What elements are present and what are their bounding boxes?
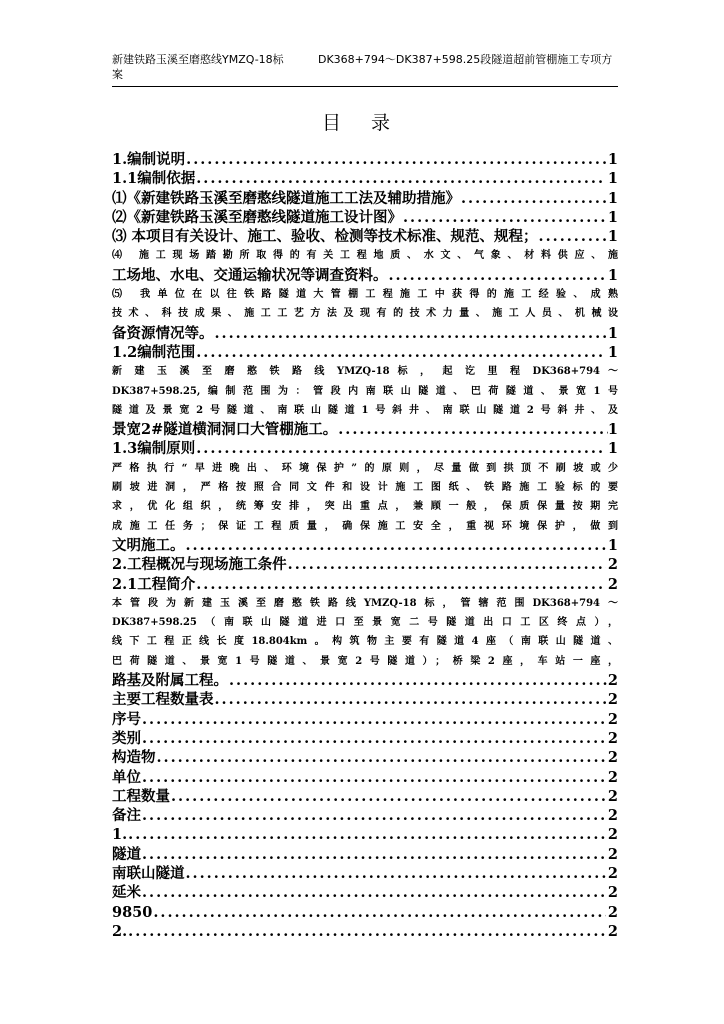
- toc-entry[interactable]: [112, 903, 618, 922]
- toc-page-number: 1: [607, 266, 618, 284]
- table-of-contents: [112, 150, 618, 941]
- toc-entry-text: 严格执行“早进晚出、环境保护”的原则，尽量做到拱顶不刷坡或少: [112, 462, 618, 474]
- toc-entry-text: 线下工程正线长度18.804km。构筑物主要有隧道4座（南联山隧道、: [112, 636, 618, 648]
- toc-entry-text: 延米: [112, 884, 141, 902]
- toc-entry-line: [112, 671, 618, 690]
- toc-entry-line: [112, 382, 618, 401]
- toc-entry-text: DK387+598.25（南联山隧道进口至景宽二号隧道出口工区终点），: [112, 617, 618, 629]
- toc-page-number: 2: [607, 729, 618, 747]
- toc-entry-text: 构造物: [112, 749, 156, 767]
- toc-page-number: 2: [607, 556, 618, 574]
- toc-entry-text: 2.1工程简介: [112, 575, 196, 593]
- toc-entry-text: 南联山隧道: [112, 864, 185, 882]
- toc-entry-text: DK387+598.25,编制范围为：管段内南联山隧道、巴荷隧道、景宽1号: [112, 385, 618, 397]
- toc-entry-line: [112, 304, 618, 323]
- toc-entry-multiline[interactable]: [112, 246, 618, 285]
- toc-entry-text: ⑸ 我单位在以往铁路隧道大管棚工程施工中获得的施工经验、成熟: [112, 289, 618, 301]
- toc-entry[interactable]: [112, 768, 618, 787]
- toc-entry-line: [112, 285, 618, 304]
- toc-entry[interactable]: [112, 883, 618, 902]
- toc-entry-line: [112, 478, 618, 497]
- toc-entry-text: 序号: [112, 710, 141, 728]
- toc-entry-text: 类别: [112, 729, 141, 747]
- toc-entry[interactable]: [112, 864, 618, 883]
- toc-leader-dots: [141, 768, 606, 787]
- toc-entry[interactable]: [112, 922, 618, 941]
- toc-entry-text: 工程数量: [112, 787, 170, 805]
- toc-entry-text: 9850: [112, 903, 153, 921]
- toc-entry-text: 新 建 玉 溪 至 磨 憨 铁 路 线 YMZQ-18 标 ， 起 讫 里 程 DK368+794 ～: [112, 366, 618, 378]
- toc-entry-text: 景宽2#隧道横洞洞口大管棚施工。: [112, 421, 338, 439]
- toc-page-number: 2: [607, 787, 618, 805]
- toc-entry[interactable]: [112, 825, 618, 844]
- toc-leader-dots: [195, 343, 606, 362]
- toc-entry[interactable]: [112, 575, 618, 594]
- toc-page-number: 2: [607, 864, 618, 882]
- toc-page-number: 1: [607, 343, 618, 361]
- toc-entry[interactable]: [112, 690, 618, 709]
- toc-title: 目 录: [321, 112, 403, 134]
- toc-page-number: 1: [607, 536, 618, 554]
- toc-entry-text: 单位: [112, 768, 141, 786]
- toc-leader-dots: [388, 266, 608, 285]
- toc-entry-text: ⑶ 本项目有关设计、施工、验收、检测等技术标准、规范、规程；: [112, 228, 538, 246]
- toc-page-number: 2: [607, 768, 618, 786]
- toc-entry-text: 1.编制说明: [112, 151, 186, 168]
- toc-entry-line: [112, 420, 618, 439]
- toc-entry-text: 技术、科技成果、施工工艺方法及现有的技术力量、施工人员、机械设: [112, 308, 618, 320]
- toc-leader-dots: [156, 748, 606, 767]
- toc-entry-text: 2.: [112, 922, 128, 940]
- toc-entry-line: [112, 401, 618, 420]
- toc-entry-line: [112, 613, 618, 632]
- toc-entry[interactable]: [112, 208, 618, 227]
- toc-entry-text: 路基及附属工程。: [112, 672, 228, 690]
- toc-leader-dots: [195, 575, 606, 594]
- toc-leader-dots: [185, 864, 606, 883]
- toc-leader-dots: [127, 922, 606, 941]
- toc-entry-text: 1.: [112, 826, 128, 844]
- toc-entry-multiline[interactable]: [112, 594, 618, 690]
- toc-entry-text: ⑴《新建铁路玉溪至磨憨线隧道施工工法及辅助措施》: [112, 189, 460, 207]
- toc-leader-dots: [287, 555, 606, 574]
- toc-leader-dots: [141, 845, 606, 864]
- toc-leader-dots: [141, 729, 606, 748]
- toc-entry-text: 备资源情况等。: [112, 324, 214, 342]
- toc-entry-text: 工场地、水电、交通运输状况等调查资料。: [112, 266, 388, 284]
- toc-entry[interactable]: [112, 787, 618, 806]
- toc-entry-multiline[interactable]: [112, 285, 618, 343]
- toc-page-number: 2: [607, 903, 618, 921]
- toc-entry-text: 1.1编制依据: [112, 170, 196, 188]
- toc-page-number: 2: [607, 749, 618, 767]
- toc-entry[interactable]: [112, 189, 618, 208]
- toc-entry[interactable]: [112, 845, 618, 864]
- toc-leader-dots: [228, 671, 608, 690]
- toc-entry-line: [112, 246, 618, 265]
- toc-leader-dots: [141, 710, 606, 729]
- toc-leader-dots: [337, 420, 608, 439]
- toc-entry-text: 1.3编制原则: [112, 440, 196, 458]
- toc-leader-dots: [402, 208, 606, 227]
- toc-leader-dots: [195, 439, 606, 458]
- toc-leader-dots: [141, 883, 606, 902]
- toc-page-number: 2: [607, 922, 618, 940]
- toc-page-number: 1: [607, 189, 618, 207]
- toc-entry-line: [112, 517, 618, 536]
- toc-page-number: 1: [607, 151, 618, 168]
- toc-entry[interactable]: [112, 227, 618, 246]
- toc-entry-text: 本管段为新建玉溪至磨憨铁路线YMZQ-18标，管辖范围DK368+794～: [112, 597, 618, 609]
- toc-entry-line: [112, 594, 618, 613]
- toc-page-number: 2: [607, 826, 618, 844]
- toc-entry-text: ⑷ 施工现场踏勘所取得的有关工程地质、水文、气象、材料供应、施: [112, 250, 618, 262]
- toc-entry-text: 刷坡进洞，严格按照合同文件和设计施工图纸、铁路施工验标的要: [112, 482, 618, 494]
- toc-entry[interactable]: [112, 729, 618, 748]
- toc-leader-dots: [152, 903, 606, 922]
- toc-leader-dots: [127, 825, 606, 844]
- toc-entry[interactable]: [112, 748, 618, 767]
- toc-entry-multiline[interactable]: [112, 362, 618, 439]
- toc-page-number: 2: [607, 710, 618, 728]
- toc-entry[interactable]: [112, 806, 618, 825]
- toc-page-number: 2: [607, 807, 618, 825]
- toc-page-number: 1: [607, 421, 618, 439]
- toc-page-number: 1: [607, 170, 618, 188]
- toc-entry-line: [112, 459, 618, 478]
- toc-leader-dots: [195, 169, 606, 188]
- toc-entry-text: 成施工任务；保证工程质量，确保施工安全，重视环境保护，做到: [112, 520, 618, 532]
- toc-leader-dots: [214, 324, 608, 343]
- toc-entry-line: [112, 266, 618, 285]
- toc-entry-multiline[interactable]: [112, 459, 618, 555]
- toc-leader-dots: [214, 690, 606, 709]
- toc-entry-text: 隧道及景宽2号隧道、南联山隧道1号斜井、南联山隧道2号斜井、及: [112, 404, 618, 416]
- toc-leader-dots: [185, 150, 606, 169]
- toc-entry-line: [112, 362, 618, 381]
- toc-entry-line: [112, 497, 618, 516]
- header-left-text: 新建铁路玉溪至磨憨线YMZQ-18标案: [112, 53, 284, 81]
- page-header: [112, 52, 618, 87]
- toc-page-number: 2: [607, 691, 618, 709]
- toc-entry[interactable]: [112, 343, 618, 362]
- toc-entry-text: 文明施工。: [112, 536, 185, 554]
- toc-entry-line: [112, 652, 618, 671]
- toc-entry-text: 巴荷隧道、景宽1号隧道、景宽2号隧道）；桥梁2座，车站一座，: [112, 655, 618, 667]
- toc-entry-text: 1.2编制范围: [112, 343, 196, 361]
- toc-page-number: 2: [607, 845, 618, 863]
- toc-page-number: 2: [607, 884, 618, 902]
- toc-leader-dots: [460, 189, 606, 208]
- header-right-text: DK368+794～DK387+598.25段隧道超前管棚施工专项方: [318, 53, 613, 66]
- toc-page-number: 2: [607, 672, 618, 690]
- toc-entry-text: 备注: [112, 807, 141, 825]
- toc-leader-dots: [170, 787, 606, 806]
- toc-entry-text: ⑵《新建铁路玉溪至磨憨线隧道施工设计图》: [112, 208, 402, 226]
- toc-entry[interactable]: [112, 150, 618, 169]
- toc-entry[interactable]: [112, 169, 618, 188]
- toc-entry-text: 隧道: [112, 845, 141, 863]
- toc-page-number: 1: [607, 324, 618, 342]
- toc-entry-text: 求，优化组织，统筹安排，突出重点，兼顾一般，保质保量按期完: [112, 501, 618, 513]
- toc-entry-line: [112, 632, 618, 651]
- toc-leader-dots: [538, 227, 606, 246]
- toc-entry[interactable]: [112, 555, 618, 574]
- toc-page-number: 1: [607, 208, 618, 226]
- toc-leader-dots: [141, 806, 606, 825]
- toc-page-number: 1: [607, 228, 618, 246]
- toc-entry-line: [112, 324, 618, 343]
- toc-entry-line: [112, 536, 618, 555]
- toc-entry-text: 主要工程数量表: [112, 691, 214, 709]
- toc-entry-text: 2.工程概况与现场施工条件: [112, 556, 287, 574]
- toc-entry[interactable]: [112, 439, 618, 458]
- toc-page-number: 2: [607, 575, 618, 593]
- toc-page-number: 1: [607, 440, 618, 458]
- toc-entry[interactable]: [112, 710, 618, 729]
- toc-leader-dots: [185, 536, 608, 555]
